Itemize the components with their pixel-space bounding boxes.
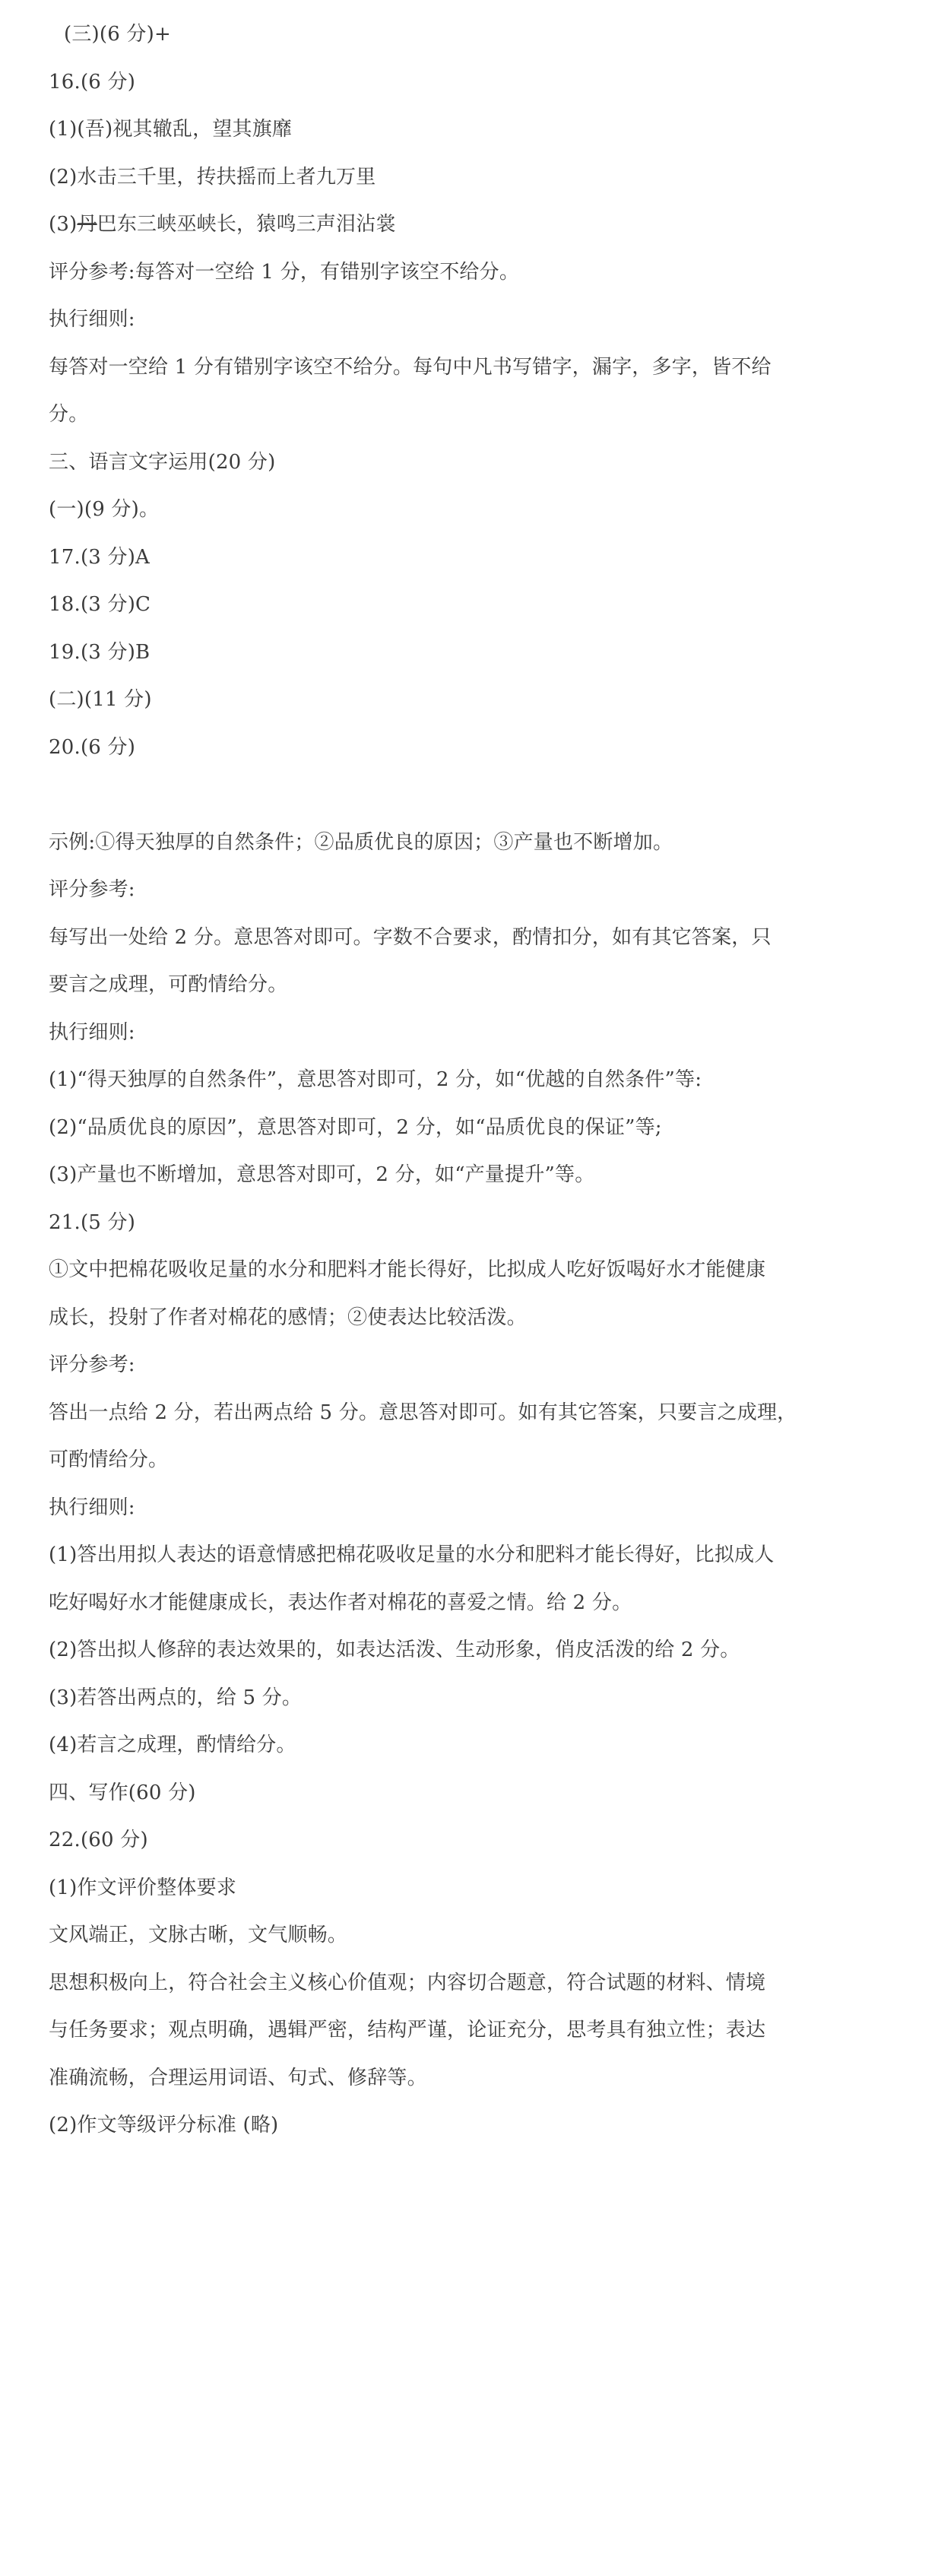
- q20-heading: 20.(6 分): [49, 735, 136, 759]
- q20-rule-1: (1)“得天独厚的自然条件”，意思答对即可，2 分，如“优越的自然条件”等:: [49, 1068, 702, 1091]
- q16-answer-2: (2)水击三千里，抟扶摇而上者九万里: [49, 165, 376, 189]
- q16-answer-3-text: 巴东三峡巫峡长，猿鸣三声泪沾裳: [97, 213, 396, 236]
- q18-answer: 18.(3 分)C: [49, 593, 151, 616]
- q21-scoring-heading: 评分参考:: [49, 1353, 135, 1376]
- q21-rule-3: (3)若答出两点的，给 5 分。: [49, 1686, 303, 1709]
- q16-scoring-reference: 评分参考:每答对一空给 1 分，有错别字该空不给分。: [49, 260, 520, 284]
- q16-answer-1: (1)(吾)视其辙乱，望其旗靡: [49, 118, 293, 141]
- q17-answer: 17.(3 分)A: [49, 545, 151, 569]
- q21-answer-line-1: ①文中把棉花吸收足量的水分和肥料才能长得好，比拟成人吃好饭喝好水才能健康: [49, 1258, 766, 1281]
- essay-style-requirement: 文风端正，文脉古晰，文气顺畅。: [49, 1924, 348, 1946]
- q20-rule-3: (3)产量也不断增加，意思答对即可，2 分，如“产量提升”等。: [49, 1163, 595, 1186]
- q21-rules-heading: 执行细则:: [49, 1496, 135, 1519]
- q19-answer: 19.(3 分)B: [49, 640, 151, 664]
- q16-heading: 16.(6 分): [49, 70, 136, 94]
- q21-rule-4: (4)若言之成理，酌情给分。: [49, 1734, 296, 1756]
- essay-requirement-line-1: 思想积极向上，符合社会主义核心价值观；内容切合题意，符合试题的材料、情境: [49, 1971, 766, 1994]
- q21-scoring-line-1: 答出一点给 2 分，若出两点给 5 分。意思答对即可。如有其它答案，只要言之成理，: [49, 1401, 797, 1424]
- essay-overall-requirements-heading: (1)作文评价整体要求: [49, 1876, 237, 1899]
- q21-rule-1-line-1: (1)答出用拟人表达的语意情感把棉花吸收足量的水分和肥料才能长得好，比拟成人: [49, 1543, 775, 1566]
- essay-grading-standard: (2)作文等级评分标准 (略): [49, 2114, 279, 2137]
- part-2-heading: (二)(11 分): [49, 688, 152, 711]
- section-3-heading: (三)(6 分)+: [64, 23, 171, 46]
- writing-heading: 四、写作(60 分): [49, 1781, 196, 1804]
- q20-scoring-heading: 评分参考:: [49, 878, 135, 901]
- language-use-heading: 三、语言文字运用(20 分): [49, 450, 276, 474]
- q20-rules-heading: 执行细则:: [49, 1020, 135, 1044]
- q21-rule-2: (2)答出拟人修辞的表达效果的，如表达活泼、生动形象，俏皮活泼的给 2 分。: [49, 1639, 740, 1661]
- q21-rule-1-line-2: 吃好喝好水才能健康成长，表达作者对棉花的喜爱之情。给 2 分。: [49, 1591, 632, 1614]
- q16-answer-3-number: (3): [49, 213, 78, 236]
- part-1-heading: (一)(9 分)。: [49, 498, 160, 521]
- q16-rules-line-1: 每答对一空给 1 分有错别字该空不给分。每句中凡书写错字，漏字，多字，皆不给: [49, 355, 772, 379]
- q20-example: 示例:①得天独厚的自然条件；②品质优良的原因；③产量也不断增加。: [49, 830, 673, 854]
- essay-requirement-line-2: 与任务要求；观点明确，遇辑严密，结构严谨，论证充分，思考具有独立性；表达: [49, 2019, 766, 2041]
- q20-scoring-line-1: 每写出一处给 2 分。意思答对即可。字数不合要求，酌情扣分，如有其它答案，只: [49, 925, 772, 949]
- q22-heading: 22.(60 分): [49, 1829, 148, 1851]
- q16-rules-heading: 执行细则:: [49, 308, 135, 331]
- q20-scoring-line-2: 要言之成理，可酌情给分。: [49, 973, 288, 996]
- struck-character: 丹: [77, 213, 97, 236]
- q21-scoring-line-2: 可酌情给分。: [49, 1448, 169, 1471]
- q20-rule-2: (2)“品质优良的原因”，意思答对即可，2 分，如“品质优良的保证”等;: [49, 1115, 662, 1139]
- q16-rules-line-2: 分。: [49, 403, 89, 426]
- blank-line: [49, 771, 891, 819]
- essay-requirement-line-3: 准确流畅，合理运用词语、句式、修辞等。: [49, 2066, 427, 2089]
- q21-answer-line-2: 成长，投射了作者对棉花的感情；②使表达比较活泼。: [49, 1305, 527, 1329]
- q16-answer-3: [49, 201, 891, 249]
- q21-heading: 21.(5 分): [49, 1210, 136, 1234]
